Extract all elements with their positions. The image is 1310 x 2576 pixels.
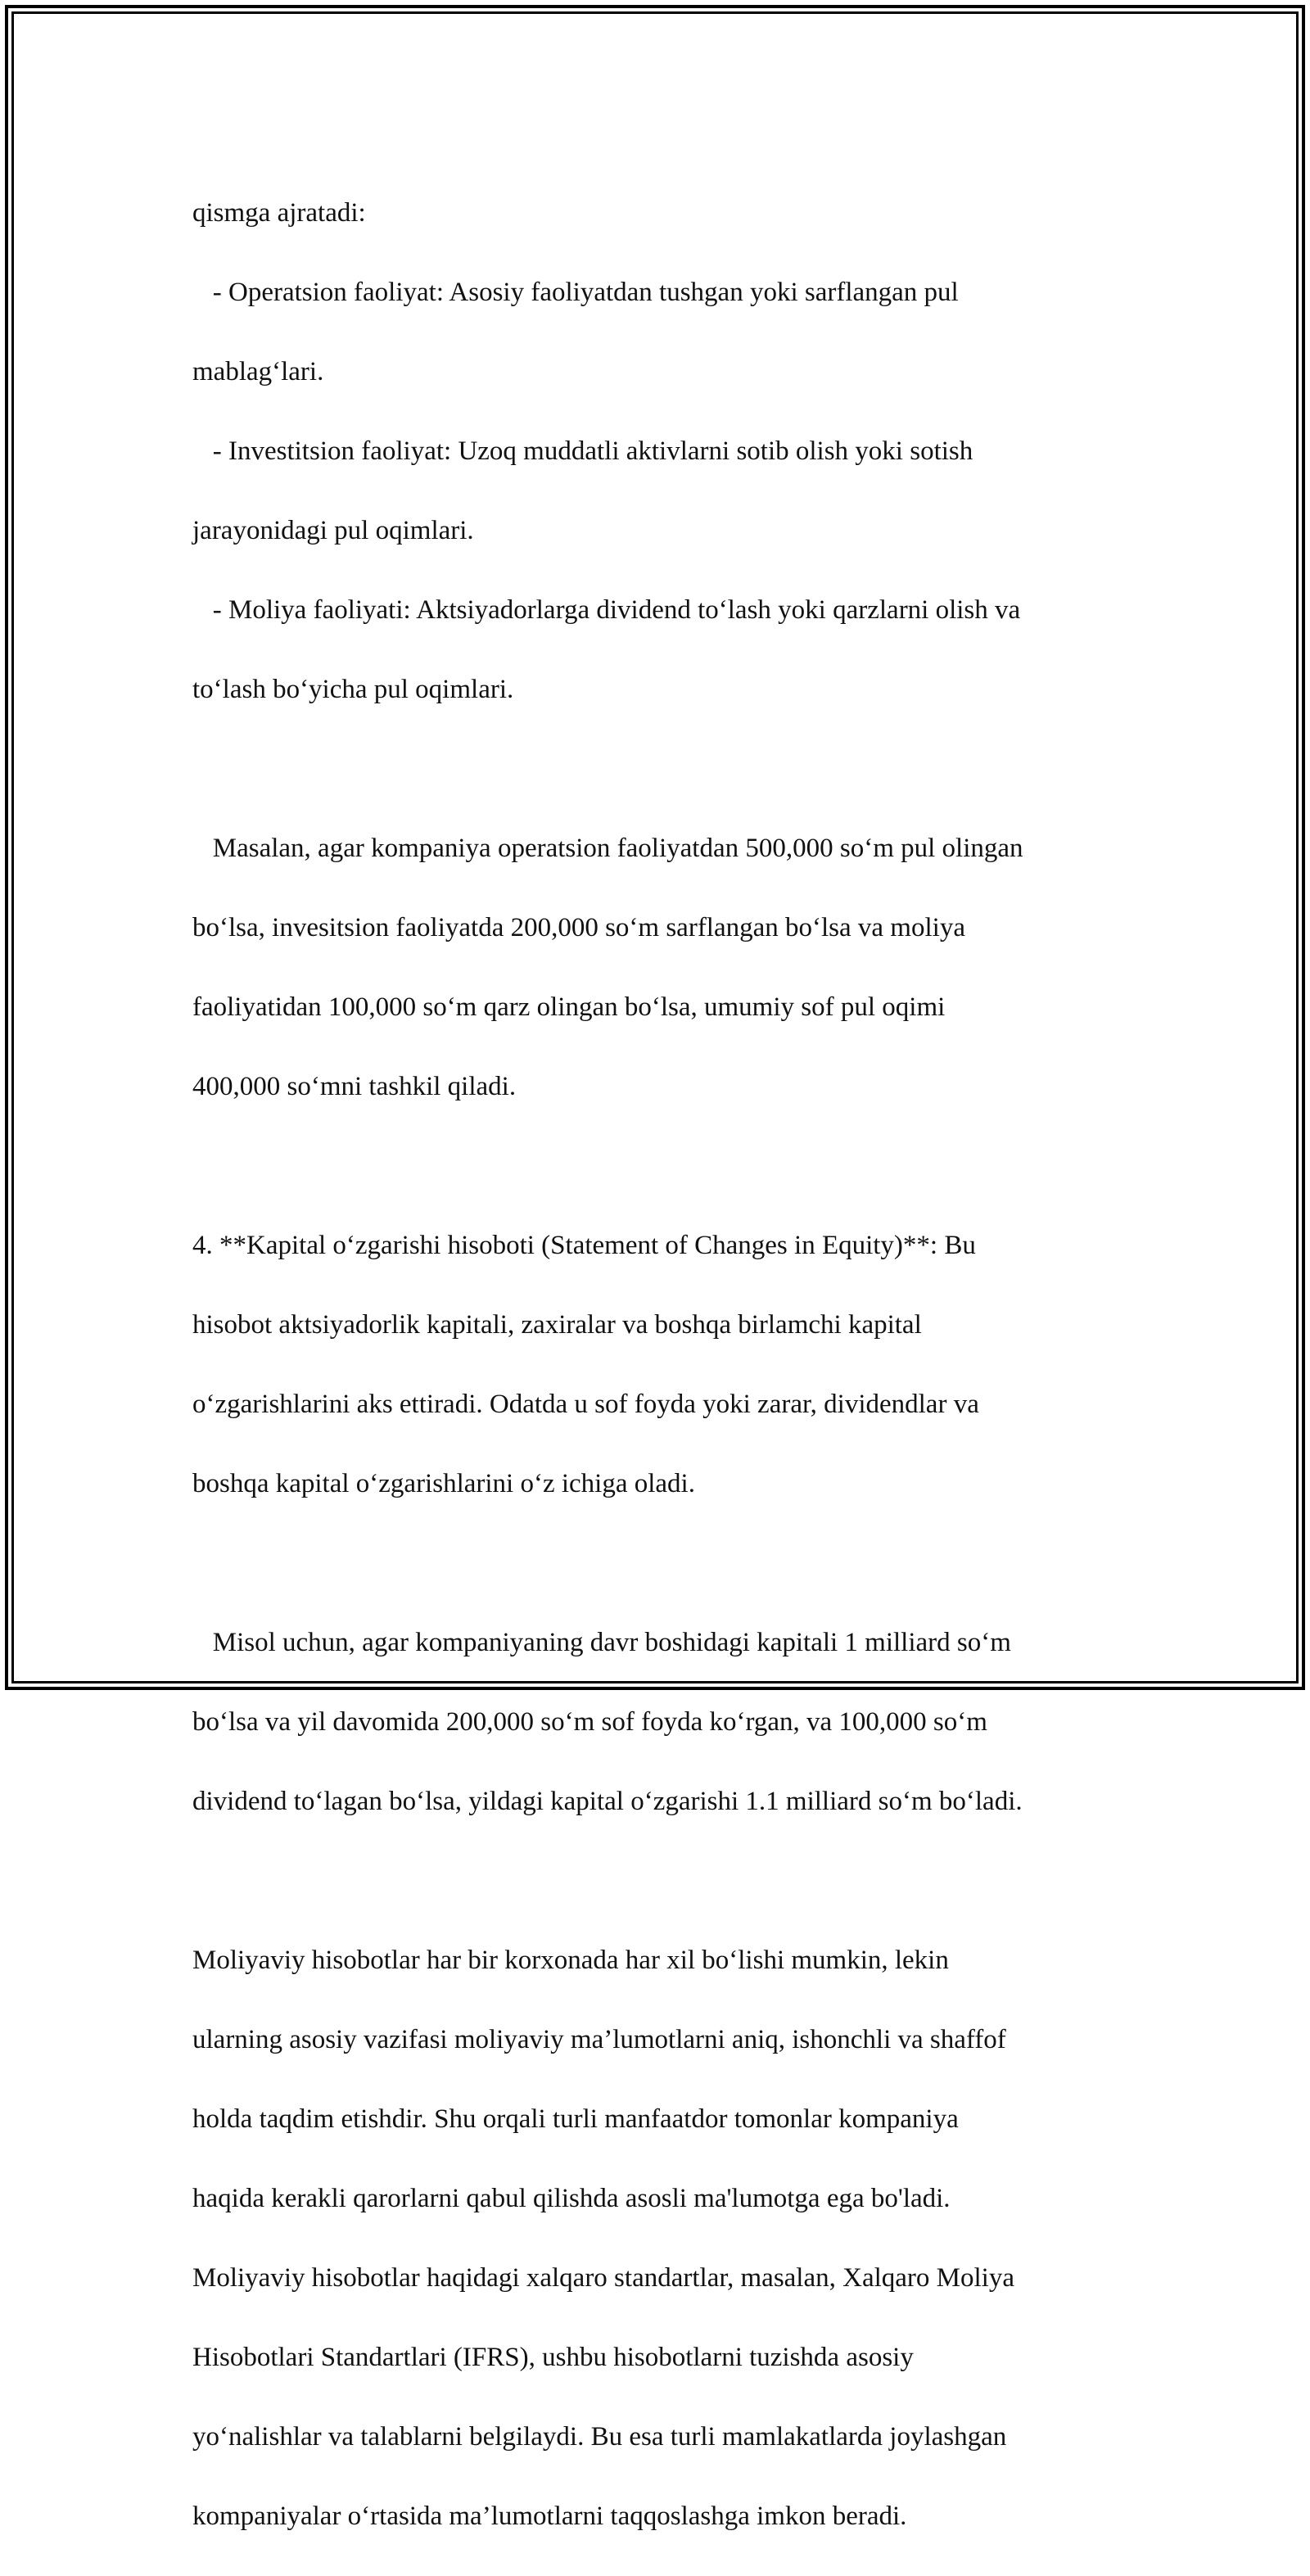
text-line: dividend to‘lagan bo‘lsa, yildagi kapital o‘zgarishi 1.1 milliard so‘m bo‘ladi.	[192, 1786, 1023, 1816]
text-line: - Moliya faoliyati: Aktsiyadorlarga dividend to‘lash yoki qarzlarni olish va	[192, 594, 1021, 625]
equity-example-paragraph	[192, 1583, 1159, 1861]
text-line: to‘lash bo‘yicha pul oqimlari.	[192, 674, 514, 704]
text-line: bo‘lsa va yil davomida 200,000 so‘m sof foyda ko‘rgan, va 100,000 so‘m	[192, 1706, 987, 1737]
text-line: haqida kerakli qarorlarni qabul qilishda asosli ma'lumotga ega bo'ladi.	[192, 2183, 951, 2213]
text-line: - Operatsion faoliyat: Asosiy faoliyatdan tushgan yoki sarflangan pul	[192, 277, 959, 307]
text-line: yo‘nalishlar va talablarni belgilaydi. Bu esa turli mamlakatlarda joylashgan	[192, 2421, 1007, 2452]
text-line: Hisobotlari Standartlari (IFRS), ushbu hisobotlarni tuzishda asosiy	[192, 2342, 914, 2372]
document-body	[192, 153, 1159, 2576]
text-line: Masalan, agar kompaniya operatsion faoliyatdan 500,000 so‘m pul olingan	[192, 833, 1023, 863]
text-line: Moliyaviy hisobotlar har bir korxonada har xil bo‘lishi mumkin, lekin	[192, 1945, 949, 1975]
text-line: holda taqdim etishdir. Shu orqali turli manfaatdor tomonlar kompaniya	[192, 2104, 959, 2134]
paragraph-spacer	[192, 1861, 1159, 1901]
text-line: - Investitsion faoliyat: Uzoq muddatli aktivlarni sotib olish yoki sotish	[192, 436, 973, 466]
text-line: faoliyatidan 100,000 so‘m qarz olingan bo‘lsa, umumiy sof pul oqimi	[192, 992, 946, 1022]
paragraph-spacer	[192, 1146, 1159, 1186]
cash-flow-example-paragraph	[192, 789, 1159, 1146]
text-line: hisobot aktsiyadorlik kapitali, zaxiralar va boshqa birlamchi kapital	[192, 1309, 922, 1340]
paragraph-spacer	[192, 1543, 1159, 1584]
text-line: boshqa kapital o‘zgarishlarini o‘z ichiga oladi.	[192, 1468, 695, 1498]
text-line: ularning asosiy vazifasi moliyaviy ma’lumotlarni aniq, ishonchli va shaffof	[192, 2024, 1006, 2054]
text-line: jarayonidagi pul oqimlari.	[192, 515, 474, 545]
text-line: 4. **Kapital o‘zgarishi hisoboti (Statement of Changes in Equity)**: Bu	[192, 1230, 976, 1260]
text-line: kompaniyalar o‘rtasida ma’lumotlarni taqqoslashga imkon beradi.	[192, 2501, 907, 2531]
text-line: mablag‘lari.	[192, 356, 324, 386]
text-line: Misol uchun, agar kompaniyaning davr boshidagi kapitali 1 milliard so‘m	[192, 1627, 1011, 1657]
text-line: qismga ajratadi:	[192, 197, 366, 228]
text-line: Moliyaviy hisobotlar haqidagi xalqaro standartlar, masalan, Xalqaro Moliya	[192, 2262, 1014, 2293]
paragraph-spacer	[192, 749, 1159, 789]
cash-flow-sections-paragraph	[192, 153, 1159, 749]
conclusion-paragraph	[192, 1900, 1159, 2576]
equity-statement-paragraph	[192, 1186, 1159, 1543]
text-line: bo‘lsa, invesitsion faoliyatda 200,000 so‘m sarflangan bo‘lsa va moliya	[192, 912, 965, 942]
text-line: 400,000 so‘mni tashkil qiladi.	[192, 1071, 517, 1101]
text-line: o‘zgarishlarini aks ettiradi. Odatda u sof foyda yoki zarar, dividendlar va	[192, 1389, 979, 1419]
